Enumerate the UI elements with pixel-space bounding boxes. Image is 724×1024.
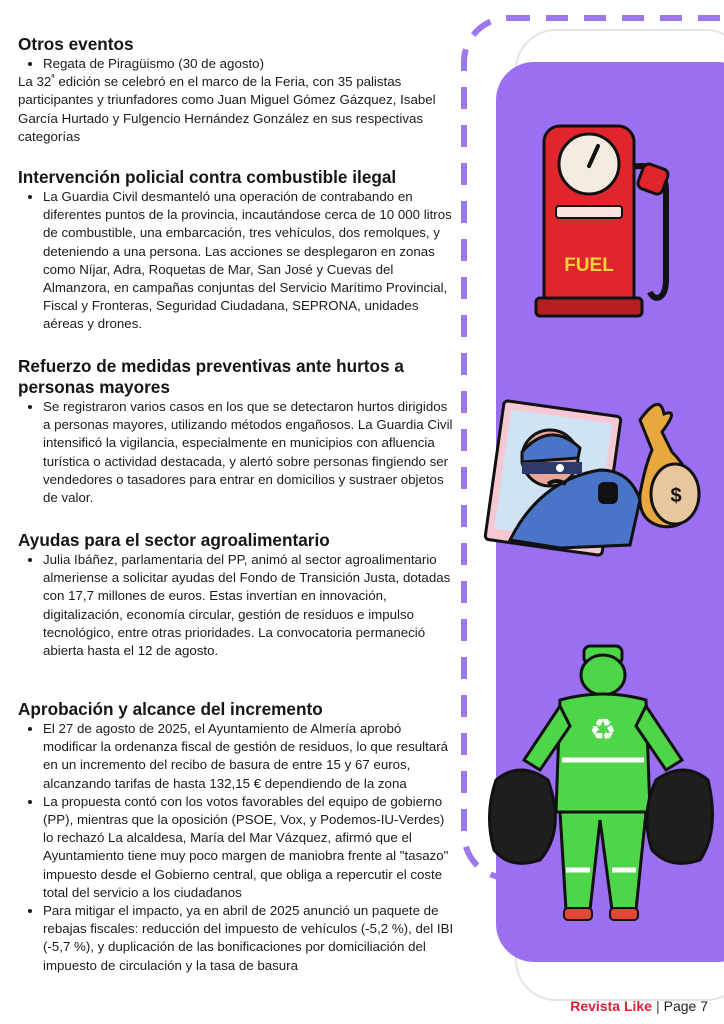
list-item: • La Guardia Civil desmanteló una operación de contrabando en diferentes puntos de la provincia, incautándose cerca de 10 000 litros de combustible, una embarcación, tres vehículos, dos remolques, y deteniendo a una persona. Las acciones se desplegaron en zonas como Níjar, Adra, Roquetas de Mar, San José y Cuevas del Almanzora, en campañas conjuntas del Servicio Marítimo Provincial, Fiscal y Fronteras, Seguridad Ciudadana, SEPRONA, unidades aéreas y drones. [43,188,456,334]
bullet-list [18,188,456,334]
list-item: • Para mitigar el impacto, ya en abril de 2025 anunció un paquete de rebajas fiscales: reducción del impuesto de vehículos (-5,2 %), del IBI (-5,7 %), y duplicación de las bonificaciones por domiciliación del impuesto de circulación y la tasa de basura [43,902,456,975]
list-item: • Regata de Piragüismo (30 de agosto) [43,55,456,73]
fuel-label: FUEL [564,255,614,276]
section-title: Intervención policial contra combustible ilegal [18,167,397,187]
page-label: Page [663,998,697,1014]
bullet-list [18,398,456,507]
ordinal-superscript: ª [51,72,55,83]
paragraph-text-start: La 32 [18,74,52,90]
thief-illustration [485,400,640,555]
section-otros-eventos [18,34,456,146]
list-item: • La propuesta contó con los votos favorables del equipo de gobierno (PP), mientras que la oposición (PSOE, Vox, y Podemos-IU-Verdes) lo rechazó La alcaldesa, María del Mar Vázquez, afirmó que el Ayuntamiento tiene muy poco margen de maniobra frente al "tasazo" impuesto desde el Gobierno central, que obliga a repercutir el coste total del servicio a los ciudadanos [43,793,456,902]
section-combustible [18,167,456,334]
recycle-icon: ♻ [589,713,617,748]
list-item: • El 27 de agosto de 2025, el Ayuntamiento de Almería aprobó modificar la ordenanza fiscal de gestión de residuos, lo que resultará en un incremento del recibo de basura de entre 15 y 67 euros, alcanzando tarifas de hasta 132,15 € dependiendo de la zona [43,720,456,793]
brand-name: Revista Like [570,998,652,1014]
section-title: Refuerzo de medidas preventivas ante hurtos a personas mayores [18,356,404,397]
bullet-list [18,55,456,73]
section-title: Aprobación y alcance del incremento [18,699,323,719]
section-title: Ayudas para el sector agroalimentario [18,530,330,550]
section-title: Otros eventos [18,34,134,54]
bullet-list [18,551,456,660]
bullet-list [18,720,456,975]
footer-separator: | [655,998,660,1014]
paragraph-text-rest: edición se celebró en el marco de la Feria, con 35 palistas participantes y triunfadores como Juan Miguel Gómez Gázquez, Isabel García Hurtado y Fulgencio Hernández González en sus respectivas categorías [18,74,436,144]
list-item: • Julia Ibáñez, parlamentaria del PP, animó al sector agroalimentario almeriense a solicitar ayudas del Fondo de Transición Justa, dotadas con 17,7 millones de euros. Estas invertían en innovación, digitalización, economía circular, gestión de residuos e impulso tecnológico, entre otras prioridades. La convocatoria permaneció abierta hasta el 12 de agosto. [43,551,456,660]
money-bag-symbol: $ [670,485,682,507]
section-ayudas [18,530,456,660]
section-hurtos [18,356,456,507]
section-incremento [18,699,456,975]
page-footer [570,998,708,1014]
page-number: 7 [700,998,708,1014]
list-item: • Se registraron varios casos en los que se detectaron hurtos dirigidos a personas mayores, utilizando métodos engañosos. La Guardia Civil intensificó la vigilancia, especialmente en municipios con afluencia turística o actividad destacada, y alertó sobre personas fingiendo ser vendedores o tasadores para entrar en domicilios y sustraer objetos de valor. [43,398,456,507]
section-paragraph [18,73,456,146]
